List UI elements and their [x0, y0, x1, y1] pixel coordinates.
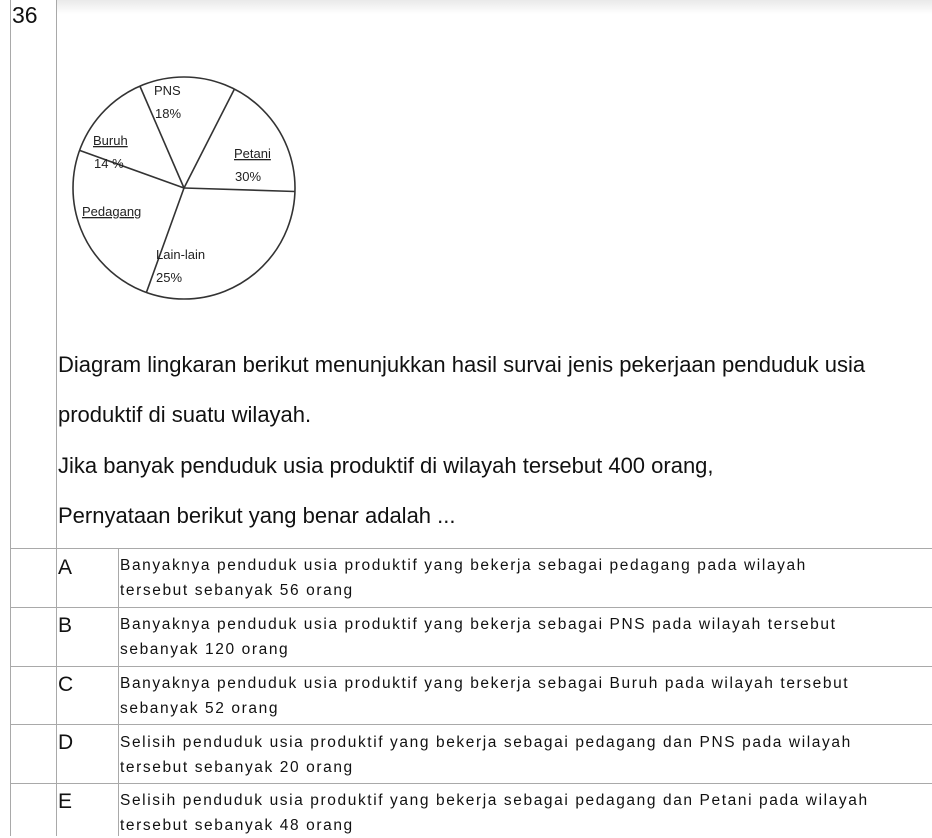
slice-label-pedagang: Pedagang — [82, 204, 142, 219]
option-b-line-1: Banyaknya penduduk usia produktif yang bekerja sebagai PNS pada wilayah tersebut — [120, 616, 837, 633]
row-divider — [10, 607, 932, 608]
slice-label-buruh: Buruh — [93, 133, 128, 148]
question-line-1: Diagram lingkaran berikut menunjukkan hasil survai jenis pekerjaan penduduk usia — [58, 352, 866, 377]
option-b-text[interactable] — [120, 612, 837, 662]
question-number: 36 — [12, 2, 38, 28]
option-a-letter[interactable]: A — [58, 556, 73, 579]
option-e-letter[interactable]: E — [58, 790, 73, 813]
option-c-line-2: sebanyak 52 orang — [120, 700, 280, 717]
option-d-line-2: tersebut sebanyak 20 orang — [120, 759, 354, 776]
slice-value-lain-lain: 25% — [156, 270, 183, 285]
option-c-text[interactable] — [120, 671, 849, 721]
question-line-2: produktif di suatu wilayah. — [58, 402, 312, 427]
table-left-border — [10, 0, 11, 836]
option-a-line-2: tersebut sebanyak 56 orang — [120, 582, 354, 599]
row-divider — [10, 724, 932, 725]
slice-value-petani: 30% — [235, 169, 262, 184]
option-e-line-1: Selisih penduduk usia produktif yang bekerja sebagai pedagang dan Petani pada wilayah — [120, 792, 869, 809]
row-divider — [10, 783, 932, 784]
option-d-letter[interactable]: D — [58, 731, 74, 754]
slice-value-buruh: 14 % — [94, 156, 124, 171]
row-divider — [10, 548, 932, 549]
slice-label-lain-lain: Lain-lain — [156, 247, 206, 262]
option-c-letter[interactable]: C — [58, 673, 74, 696]
slice-value-pns: 18% — [155, 106, 182, 121]
option-d-line-1: Selisih penduduk usia produktif yang bekerja sebagai pedagang dan PNS pada wilayah — [120, 734, 852, 751]
pie-chart — [66, 62, 306, 324]
number-column-border — [56, 0, 57, 836]
question-line-3: Jika banyak penduduk usia produktif di wilayah tersebut 400 orang, — [58, 453, 714, 478]
slice-label-petani: Petani — [234, 146, 271, 161]
option-b-line-2: sebanyak 120 orang — [120, 641, 290, 658]
option-a-text[interactable] — [120, 553, 807, 603]
slice-label-pns: PNS — [154, 83, 181, 98]
option-a-line-1: Banyaknya penduduk usia produktif yang bekerja sebagai pedagang pada wilayah — [120, 557, 807, 574]
option-b-letter[interactable]: B — [58, 614, 73, 637]
option-d-text[interactable] — [120, 730, 852, 780]
row-divider — [10, 666, 932, 667]
option-e-line-2: tersebut sebanyak 48 orang — [120, 817, 354, 834]
option-letter-column-border — [118, 548, 119, 836]
option-e-text[interactable] — [120, 788, 869, 838]
top-shade — [57, 0, 932, 14]
option-c-line-1: Banyaknya penduduk usia produktif yang bekerja sebagai Buruh pada wilayah tersebut — [120, 675, 850, 692]
question-line-4: Pernyataan berikut yang benar adalah ... — [58, 503, 456, 528]
